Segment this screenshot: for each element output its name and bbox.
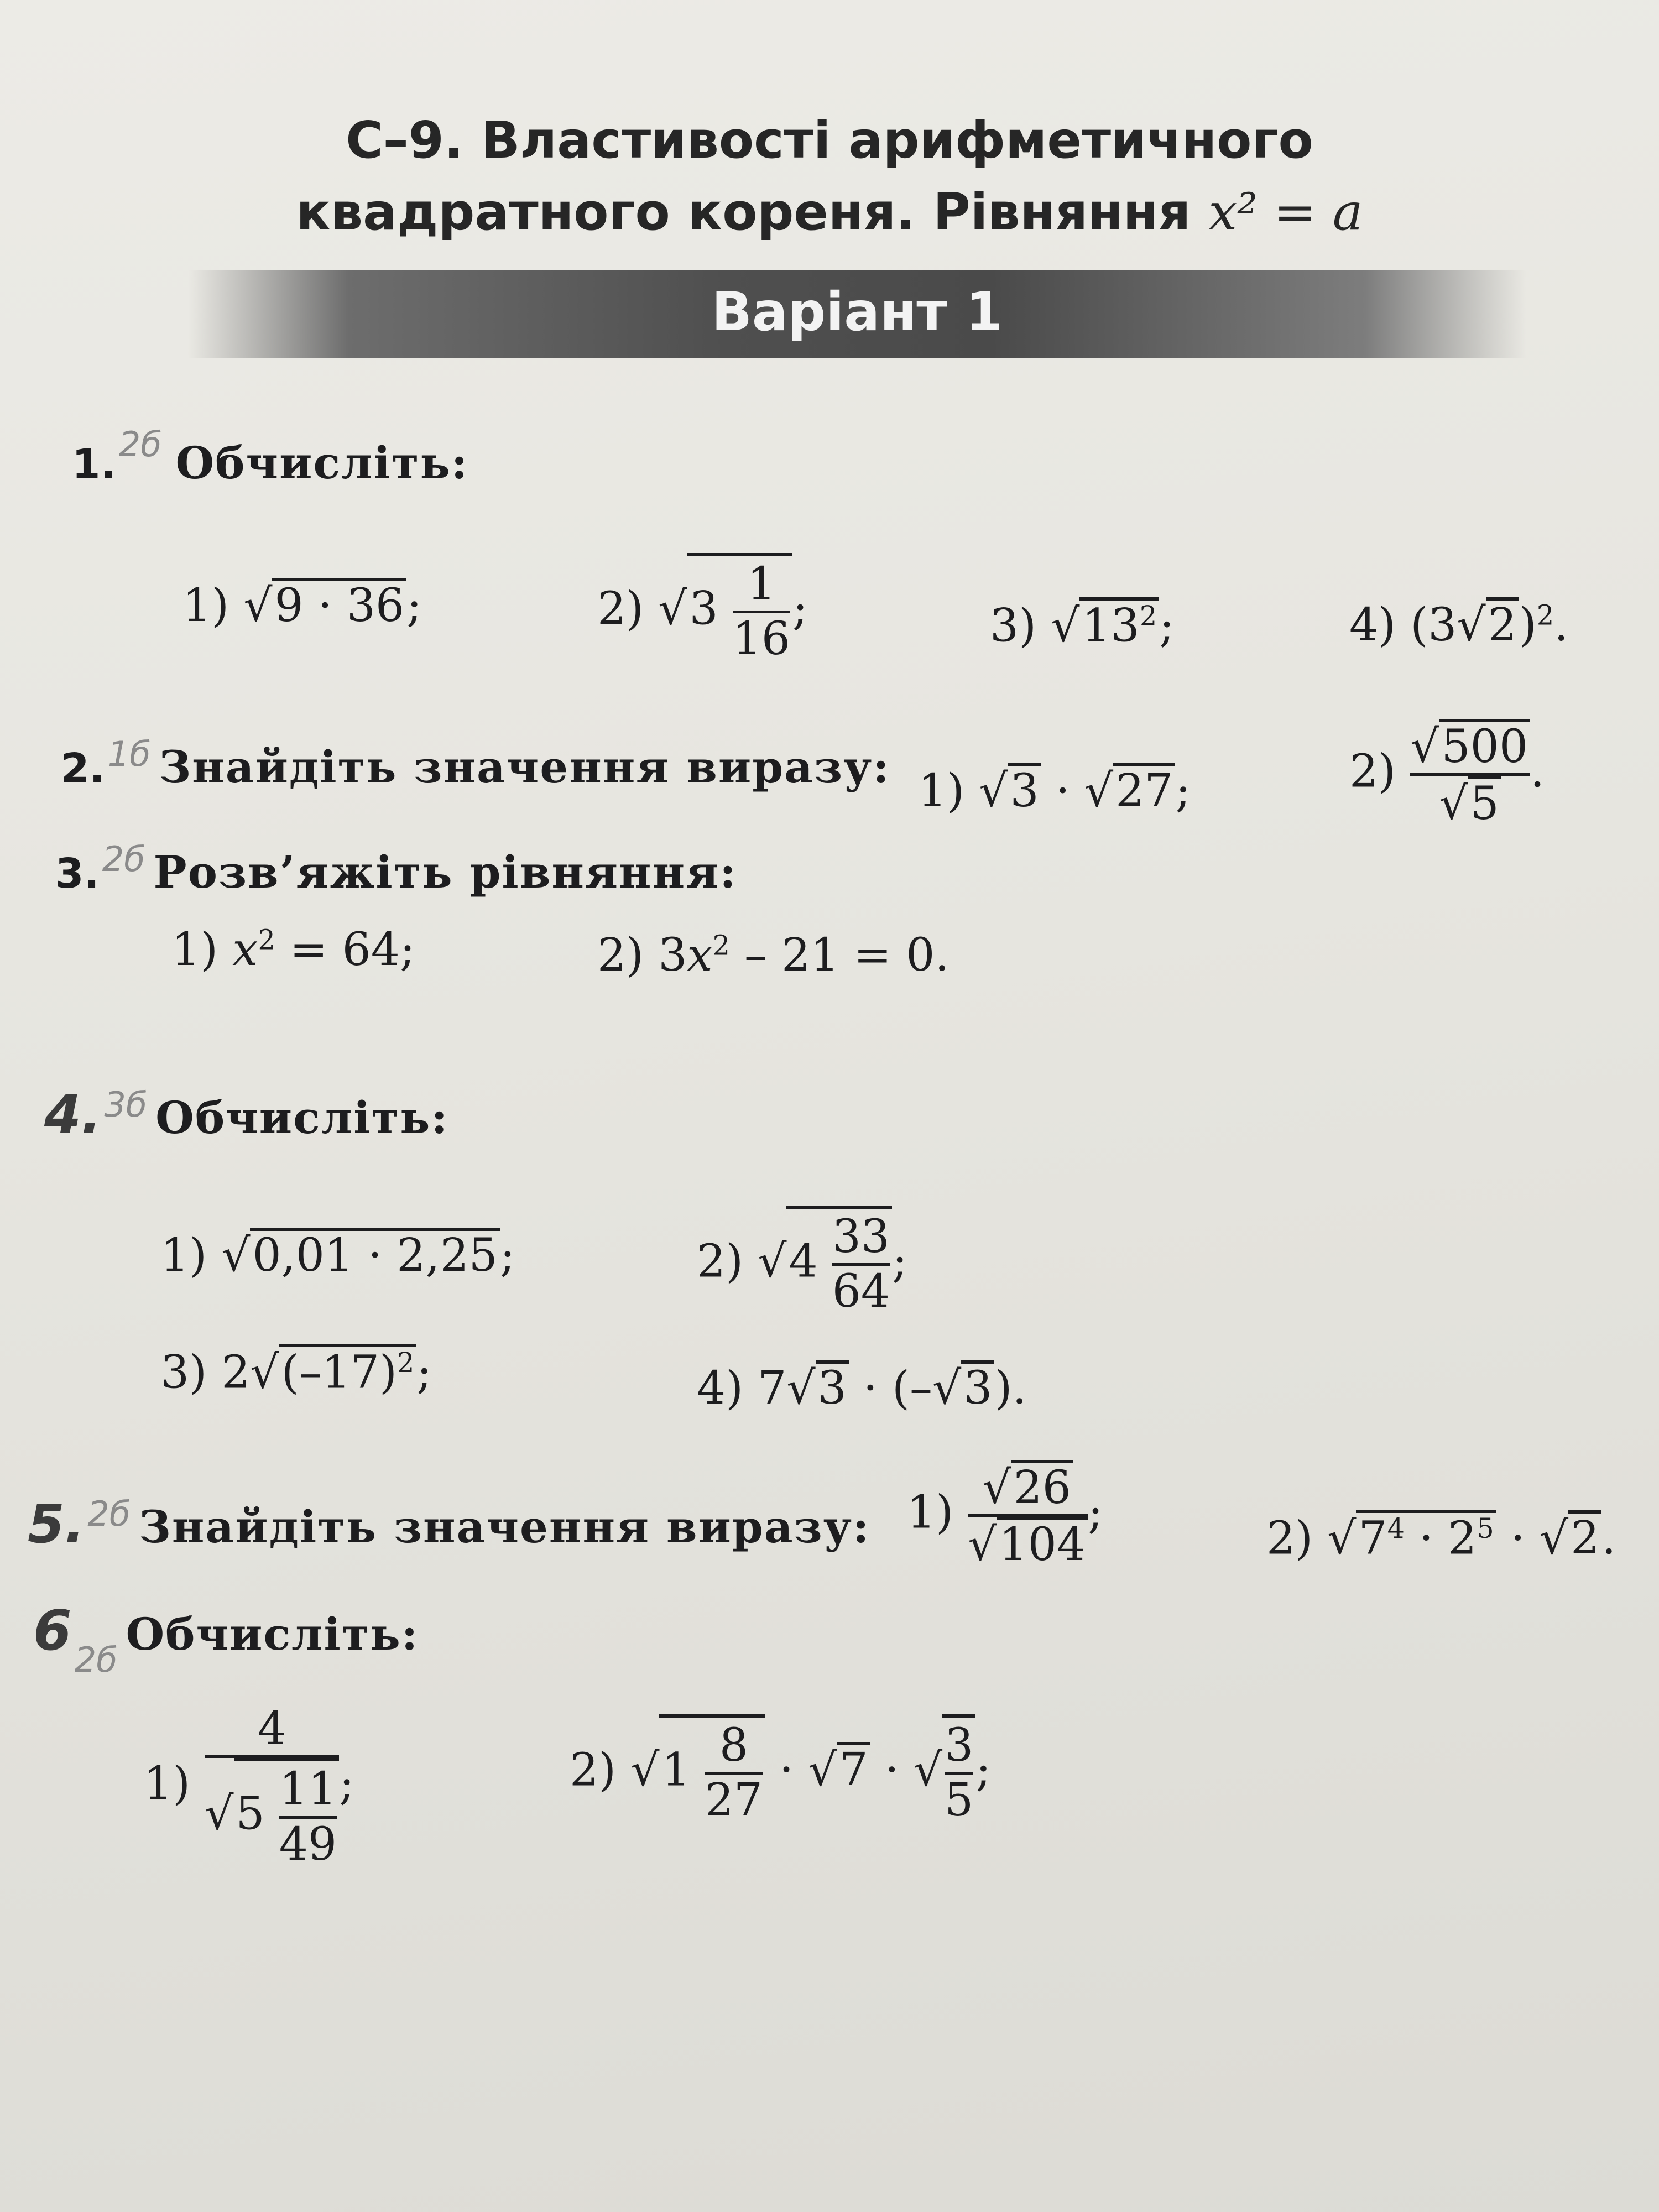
task-4-mark: 3б [104,1084,148,1125]
task-3-text: Розв’яжіть рівняння: [153,846,737,898]
task-6-number: 6 [33,1598,72,1663]
task-6-item-1: 1) 4 √5 $\frac{11}{49}$ ; [144,1703,354,1871]
task-2-number: 2. [61,745,105,792]
task-3-mark: 2б [102,839,145,879]
task-1-item-3: 3) $√13^2$; [990,597,1175,652]
task-1-number: 1. [72,441,116,488]
task-4-item-3: 3) $2√(-17)^2$; [160,1344,432,1399]
task-2-text: Знайдіть значення виразу: [159,741,890,793]
task-4 [44,1084,1593,1146]
task-4-number: 4. [44,1084,102,1146]
variant-band [188,270,1526,358]
task-4-item-2: 2) √4 $\frac{33}{64}$ ; [697,1206,907,1318]
variant-label: Варіант 1 [711,281,1003,343]
task-4-item-1: 1) √0,01 · 2,25; [160,1228,515,1282]
task-2-mark: 1б [107,734,151,774]
task-3 [55,839,1604,898]
task-1-item-4: 4) $(3√2)^2$. [1349,597,1568,651]
task-6-mark: 2б [74,1640,118,1680]
task-4-item-4: 4) 7√3 · (–√3). [697,1360,1027,1415]
task-6-text: Обчисліть: [126,1608,419,1660]
title-equation: x² = a [1208,182,1363,242]
task-1-item-2: 2) √3 $\frac{1}{16}$ ; [597,553,808,666]
task-5-number: 5. [28,1493,85,1555]
task-2-item-1: 1) √3 · √27; [918,763,1191,817]
task-1-text: Обчисліть: [175,437,469,489]
task-5-item-2: 2) $√7^4 \cdot 2^5 \cdot √2$. [1266,1510,1616,1564]
task-5-mark: 2б [87,1494,131,1534]
title-line-1: С–9. Властивості арифметичного [346,111,1313,170]
task-5-item-1: 1) $\frac{√26}{√104}$ ; [907,1460,1103,1572]
task-3-item-2: 2) $3x^2 - 21 = 0$. [597,929,950,982]
task-3-number: 3. [55,850,100,898]
task-1-item-1: 1) √9 · 36; [182,578,422,632]
task-2-item-2: 2) $\frac{√500}{√5}$ . [1349,719,1545,831]
task-5-text: Знайдіть значення виразу: [139,1501,870,1553]
task-1-mark: 2б [118,424,162,465]
task-1 [72,424,1620,489]
task-3-item-1: 1) $x^2 = 64$; [171,924,415,976]
task-6 [33,1598,1582,1680]
title-line-2 [0,182,1659,242]
title-line-2-text: квадратного кореня. Рівняння [296,182,1191,242]
task-4-text: Обчисліть: [155,1092,448,1144]
task-6-item-2: 2) √1 $\frac{8}{27}$ · √7 · √ $\frac{3}{5}$ ; [570,1714,991,1827]
